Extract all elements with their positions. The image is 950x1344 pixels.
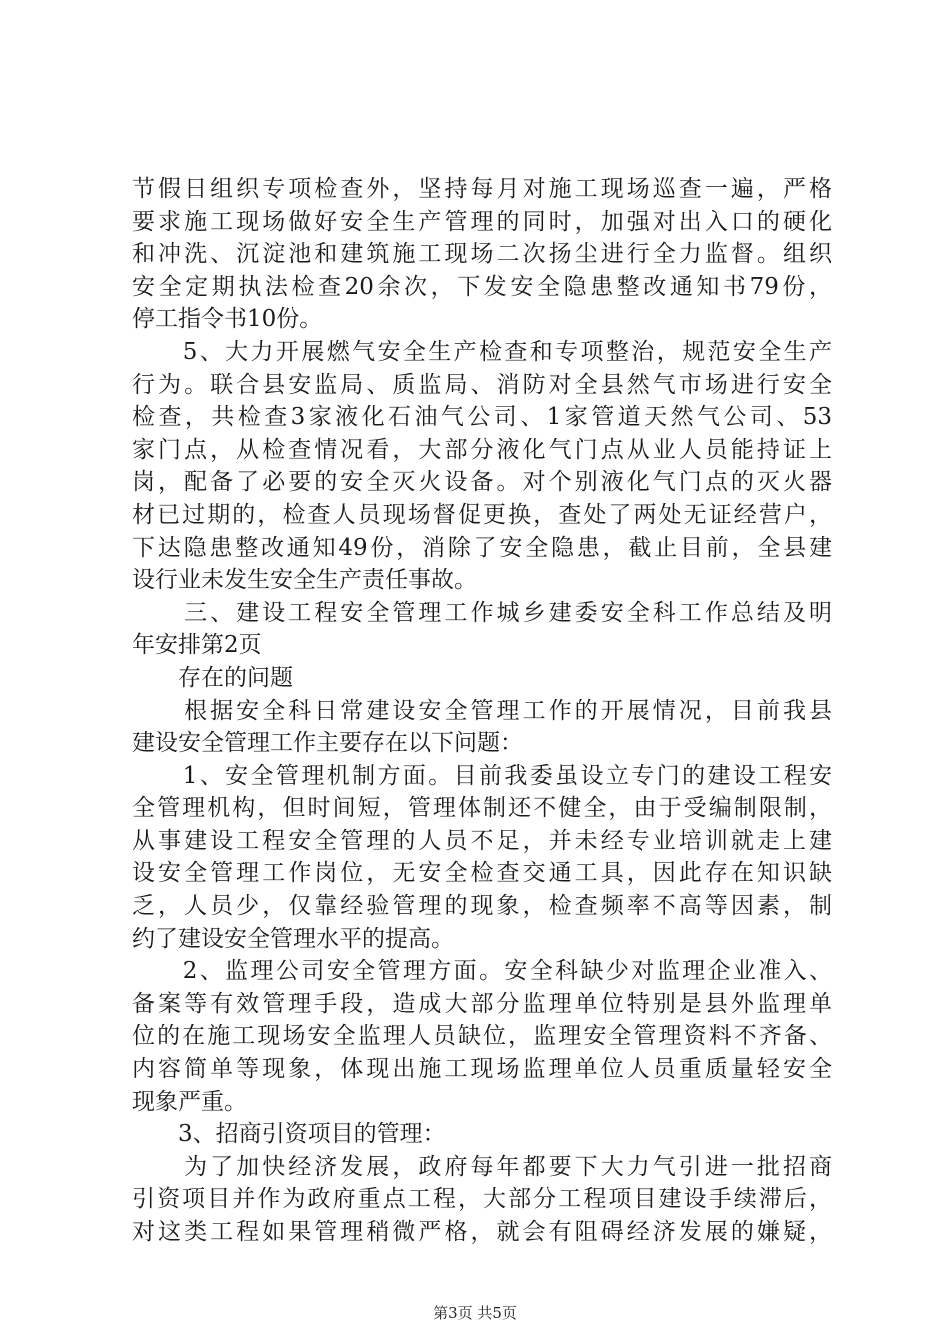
text-line: 停工指令书10份。 — [132, 306, 323, 333]
text-line: 设行业未发生安全生产责任事故。 — [132, 567, 477, 594]
text-line: 设安全管理工作岗位，无安全检查交通工具，因此存在知识缺 — [132, 860, 832, 887]
text-line: 建设安全管理工作主要存在以下问题： — [132, 730, 523, 757]
text-line: 位的在施工现场安全监理人员缺位，监理安全管理资料不齐备、 — [132, 1023, 832, 1050]
text-line: 备案等有效管理手段，造成大部分监理单位特别是县外监理单 — [132, 990, 832, 1017]
text-line: 岗，配备了必要的安全灭火设备。对个别液化气门点的灭火器 — [132, 469, 832, 496]
text-line: 材已过期的，检查人员现场督促更换，查处了两处无证经营户， — [132, 501, 832, 528]
text-line: 2、监理公司安全管理方面。安全科缺少对监理企业准入、 — [132, 958, 832, 985]
text-line: 为了加快经济发展，政府每年都要下大力气引进一批招商 — [132, 1153, 832, 1180]
body-text — [132, 173, 832, 1249]
text-line: 和冲洗、沉淀池和建筑施工现场二次扬尘进行全力监督。组织 — [132, 241, 832, 268]
text-line: 检查，共检查3家液化石油气公司、1家管道天然气公司、53 — [132, 404, 832, 431]
text-line: 乏，人员少，仅靠经验管理的现象，检查频率不高等因素，制 — [132, 893, 832, 920]
text-line: 家门点，从检查情况看，大部分液化气门点从业人员能持证上 — [132, 436, 832, 463]
text-line: 要求施工现场做好安全生产管理的同时，加强对出入口的硬化 — [132, 208, 832, 235]
text-line: 内容简单等现象，体现出施工现场监理单位人员重质量轻安全 — [132, 1056, 832, 1083]
text-line: 安全定期执法检查20余次，下发安全隐患整改通知书79份， — [132, 273, 832, 300]
text-line: 1、安全管理机制方面。目前我委虽设立专门的建设工程安 — [132, 762, 832, 789]
text-line: 3、招商引资项目的管理： — [132, 1121, 446, 1148]
text-line: 约了建设安全管理水平的提高。 — [132, 925, 454, 952]
text-line: 现象严重。 — [132, 1088, 247, 1115]
text-line: 年安排第2页 — [132, 632, 262, 659]
text-line: 对这类工程如果管理稍微严格，就会有阻碍经济发展的嫌疑， — [132, 1219, 832, 1245]
text-line: 全管理机构，但时间短，管理体制还不健全，由于受编制限制， — [132, 795, 832, 822]
text-line: 5、大力开展燃气安全生产检查和专项整治，规范安全生产 — [132, 338, 832, 365]
text-line: 下达隐患整改通知49份，消除了安全隐患，截止目前，全县建 — [132, 534, 832, 561]
text-line: 节假日组织专项检查外，坚持每月对施工现场巡查一遍，严格 — [132, 176, 832, 202]
text-line: 根据安全科日常建设安全管理工作的开展情况，目前我县 — [132, 697, 832, 724]
text-line: 行为。联合县安监局、质监局、消防对全县然气市场进行安全 — [132, 371, 832, 398]
text-line: 三、建设工程安全管理工作城乡建委安全科工作总结及明 — [132, 599, 832, 626]
text-line: 从事建设工程安全管理的人员不足，并未经专业培训就走上建 — [132, 827, 832, 854]
text-line: 存在的问题 — [132, 664, 293, 691]
page-footer: 第3页 共5页 — [433, 1304, 517, 1322]
text-line: 引资项目并作为政府重点工程，大部分工程项目建设手续滞后， — [132, 1186, 832, 1213]
